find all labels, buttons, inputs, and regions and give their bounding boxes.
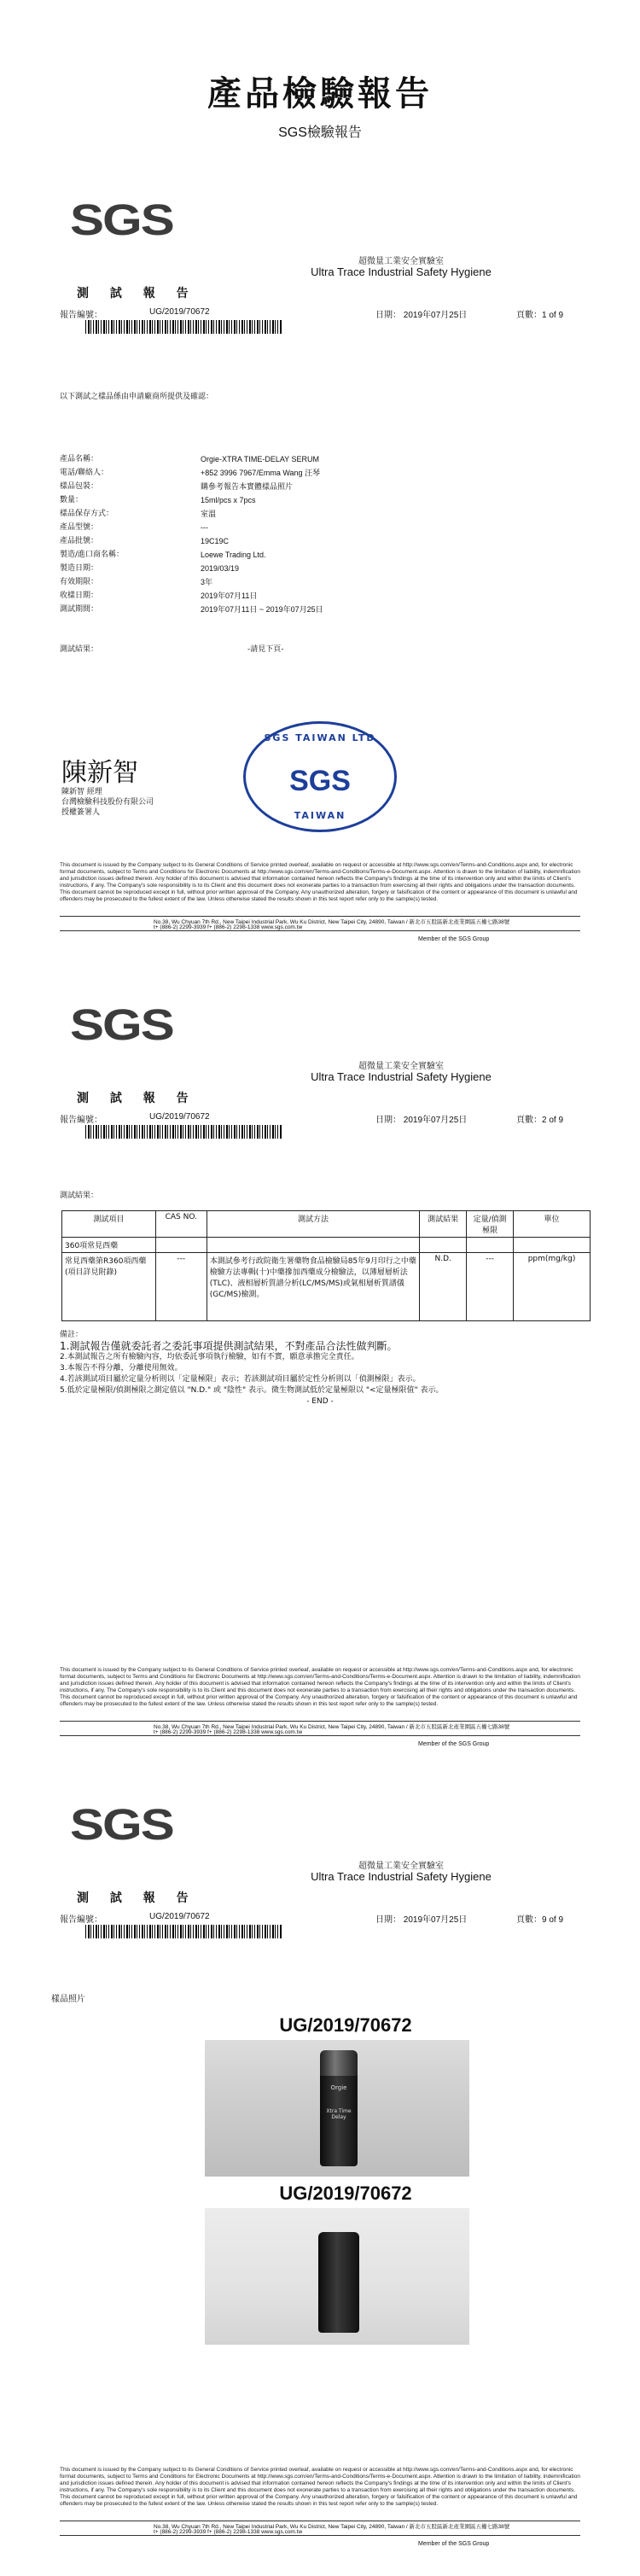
sample-photo-1 [205,2040,469,2177]
signature-script: 陳新智 [61,758,138,788]
note-3: 3.本報告不得分離，分離使用無效。 [60,1364,183,1373]
bottle-image [318,2232,359,2333]
sub-title: SGS檢驗報告 [278,125,362,140]
page-number: 頁數：1 of 9 [516,311,564,320]
info-block: 產品名稱： Orgie-XTRA TIME-DELAY SERUM 電話/聯絡人： +852 3996 7967/Emma Wang 汪琴 樣品包裝： 購參考報告本實體樣品照片 數量： 15ml/pcs x 7pcs 樣品保存方式： 室溫 產品型號： --- 產品批號： 19C19C 製造/進口商名稱： Loewe Trading Ltd. 製造日期： 2019/03/19 有效期限： 3年 收樣日期： 2019年07月11日 測試期間： 2019年07月11日 ~ 2019年07月25日 [60,455,323,614]
footer-address-bar [60,2521,580,2536]
header-cas: CAS NO. [155,1211,207,1238]
cell-unit: ppm(mg/kg) [514,1253,591,1321]
barcode [85,1125,282,1139]
footer-phone: t+ (886-2) 2299-3939 f+ (886-2) 2298-1338 www.sgs.com.tw [154,1729,303,1735]
bottle-brand: Orgie [330,2084,347,2091]
report-no-label: 報告編號： [60,311,102,320]
sgs-logo: SGS [70,1000,173,1049]
note-1: 1.測試報告僅就委託者之委託事項提供測試結果，不對產品合法性做判斷。 [60,1340,398,1352]
cell-empty [420,1238,467,1253]
table-row [62,1253,591,1321]
cell-item: 常見西藥第R360項西藥(項目詳見附錄) [62,1253,156,1321]
lab-name-cn: 超微量工業安全實驗室 [358,1062,444,1071]
signature-company: 台灣檢驗科技股份有限公司 [61,798,154,807]
report-title: 測 試 報 告 [77,1092,197,1105]
cell-method: 本測試參考行政院衛生署藥物食品檢驗局85年9月印行之中藥檢驗方法專輯(十)中藥摻加西藥成分檢驗法，以薄層層析法(TLC)、液相層析質譜分析(LC/MS/MS)或氣相層析質譜儀(GC/MS)檢測。 [207,1253,420,1321]
sgs-seal [243,721,397,832]
page-number: 頁數：9 of 9 [516,1915,564,1925]
table-row [62,1238,591,1253]
document-header [0,0,640,162]
footer-phone: t+ (886-2) 2299-3939 f+ (886-2) 2298-1338 www.sgs.com.tw [154,924,303,930]
report-title: 測 試 報 告 [77,287,197,300]
lab-name-cn: 超微量工業安全實驗室 [358,257,444,266]
result-value: -請見下頁- [247,645,284,654]
photo-id-1: UG/2019/70672 [279,2014,412,2036]
report-date: 日期： 2019年07月25日 [375,1116,468,1125]
header-limit: 定量/偵測極限 [467,1211,514,1238]
seal-center-text: SGS [289,765,351,797]
lab-name-en: Ultra Trace Industrial Safety Hygiene [311,1070,492,1083]
report-page-2 [51,997,589,1765]
cell-empty [514,1238,591,1253]
bottle-cap [320,2050,358,2076]
results-table [61,1210,591,1321]
footer-member: Member of the SGS Group [418,1741,490,1747]
footer-disclaimer: This document is issued by the Company subject to its General Conditions of Service printed overleaf, available on request or accessible at http://www.sgs.com/en/Terms-and-Conditions.aspx and, for electronic format documents, subject to Terms and Conditions for Electronic Documents at http://www.sgs.com/en/Terms-and-Conditions/Terms-e-Document.aspx. Attention is drawn to the limitation of liability, indemnification and jurisdiction issues defined therein. Any holder of this document is advised that information contained hereon reflects the Company's findings at the time of its intervention only and within the limits of Client's instructions, if any. The Company's sole responsibility is to its Client and this document does not exonerate parties to a transaction from exercising all their rights and obligations under the transaction documents. This document cannot be reproduced except in full, without prior written approval of the Company. Any unauthorized alteration, forgery or falsification of the content or appearance of this document is unlawful and offenders may be prosecuted to the fullest extent of the law. Unless otherwise stated the results shown in this test report refer only to the sample(s) tested. [60,2467,580,2507]
cell-result: N.D. [420,1253,467,1321]
footer-disclaimer: This document is issued by the Company subject to its General Conditions of Service printed overleaf, available on request or accessible at http://www.sgs.com/en/Terms-and-Conditions.aspx and, for electronic format documents, subject to Terms and Conditions for Electronic Documents at http://www.sgs.com/en/Terms-and-Conditions/Terms-e-Document.aspx. Attention is drawn to the limitation of liability, indemnification and jurisdiction issues defined therein. Any holder of this document is advised that information contained hereon reflects the Company's findings at the time of its intervention only and within the limits of Client's instructions, if any. The Company's sole responsibility is to its Client and this document does not exonerate parties to a transaction from exercising all their rights and obligations under the transaction documents. This document cannot be reproduced except in full, without prior written approval of the Company. Any unauthorized alteration, forgery or falsification of the content or appearance of this document is unlawful and offenders may be prosecuted to the fullest extent of the law. Unless otherwise stated the results shown in this test report refer only to the sample(s) tested. [60,1667,580,1707]
photo-section-label: 樣品照片 [51,1995,85,2004]
cell-empty [467,1238,514,1253]
notes-title: 備註： [60,1331,84,1339]
barcode [85,1925,282,1938]
cell-empty [207,1238,420,1253]
signature-title: 授權簽署人 [61,808,101,817]
footer-address: No.38, Wu Chyuan 7th Rd., New Taipei Industrial Park, Wu Ku District, New Taipei City, 24890, Taiwan / 新北市五股區新北產業園區五權七路38號 [154,2524,510,2530]
report-date: 日期： 2019年07月25日 [375,311,468,320]
footer-address-bar [60,916,580,931]
sample-photo-2 [205,2208,469,2345]
table-header-row [62,1211,591,1238]
cell-empty [155,1238,207,1253]
photo-id-2: UG/2019/70672 [279,2183,412,2204]
header-unit: 單位 [514,1211,591,1238]
report-title: 測 試 報 告 [77,1891,197,1905]
lab-name-en: Ultra Trace Industrial Safety Hygiene [311,265,492,278]
sgs-logo: SGS [70,195,173,244]
cell-cas: --- [155,1253,207,1321]
end-marker: - END - [306,1397,334,1406]
report-no-label: 報告編號： [60,1915,102,1925]
report-no: UG/2019/70672 [149,1912,210,1921]
main-title: 產品檢驗報告 [207,74,433,114]
footer-member: Member of the SGS Group [418,936,490,942]
footer-address-bar [60,1721,580,1736]
footer-disclaimer: This document is issued by the Company subject to its General Conditions of Service printed overleaf, available on request or accessible at http://www.sgs.com/en/Terms-and-Conditions.aspx and, for electronic format documents, subject to Terms and Conditions for Electronic Documents at http://www.sgs.com/en/Terms-and-Conditions/Terms-e-Document.aspx. Attention is drawn to the limitation of liability, indemnification and jurisdiction issues defined therein. Any holder of this document is advised that information contained hereon reflects the Company's findings at the time of its intervention only and within the limits of Client's instructions, if any. The Company's sole responsibility is to its Client and this document does not exonerate parties to a transaction from exercising all their rights and obligations under the transaction documents. This document cannot be reproduced except in full, without prior written approval of the Company. Any unauthorized alteration, forgery or falsification of the content or appearance of this document is unlawful and offenders may be prosecuted to the fullest extent of the law. Unless otherwise stated the results shown in this test report refer only to the sample(s) tested. [60,862,580,902]
notes-block [60,1330,580,1407]
footer-address: No.38, Wu Chyuan 7th Rd., New Taipei Industrial Park, Wu Ku District, New Taipei City, 24890, Taiwan / 新北市五股區新北產業園區五權七路38號 [154,919,510,925]
seal-top-text: SGS TAIWAN LTD [264,732,376,743]
note-4: 4.若該測試項目屬於定量分析則以「定量極限」表示；若該測試項目屬於定性分析則以「偵測極限」表示。 [60,1375,421,1384]
footer-member: Member of the SGS Group [418,2541,490,2547]
seal-bottom-text: TAIWAN [294,810,346,821]
page-number: 頁數：2 of 9 [516,1116,564,1125]
header-result: 測試結果 [420,1211,467,1238]
result-label: 測試結果： [60,645,99,654]
barcode [85,320,282,334]
report-no-label: 報告編號： [60,1116,102,1125]
report-no: UG/2019/70672 [149,307,210,317]
note-2: 2.本測試報告之所有檢驗內容，均依委託事項執行檢驗，如有不實，願意承擔完全責任。 [60,1353,359,1361]
intro-text: 以下測試之樣品係由申請廠商所提供及確認： [60,393,214,401]
bottle-product: Xtra Time Delay [326,2108,352,2120]
footer-address: No.38, Wu Chyuan 7th Rd., New Taipei Industrial Park, Wu Ku District, New Taipei City, 24890, Taiwan / 新北市五股區新北產業園區五權七路38號 [154,1724,510,1730]
signature-name: 陳新智 經理 [61,788,102,796]
lab-name-en: Ultra Trace Industrial Safety Hygiene [311,1870,492,1883]
report-no: UG/2019/70672 [149,1112,210,1122]
lab-name-cn: 超微量工業安全實驗室 [358,1862,444,1871]
report-page-9 [51,1797,589,2565]
header-test-item: 測試項目 [62,1211,156,1238]
report-page-1 [51,192,589,960]
report-date: 日期： 2019年07月25日 [375,1915,468,1925]
cell-limit: --- [467,1253,514,1321]
header-method: 測試方法 [207,1211,420,1238]
footer-phone: t+ (886-2) 2299-3939 f+ (886-2) 2298-1338 www.sgs.com.tw [154,2529,303,2535]
sgs-logo: SGS [70,1800,173,1849]
note-5: 5.低於定量極限/偵測極限之測定值以 "N.D." 或 "陰性" 表示。微生物測試低於定量極限以 "<定量極限值" 表示。 [60,1386,444,1395]
cell-category: 360項常見西藥 [62,1238,156,1253]
results-label: 測試結果： [60,1192,99,1200]
